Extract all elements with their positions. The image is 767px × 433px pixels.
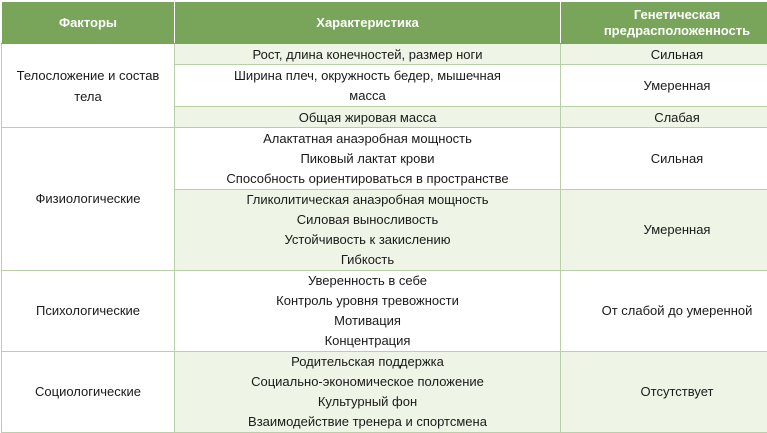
characteristic-line: Социально-экономическое положение xyxy=(251,374,484,389)
characteristic-line: Контроль уровня тревожности xyxy=(276,293,459,308)
genetics-factors-table xyxy=(1,1,767,433)
header-characteristic: Характеристика xyxy=(175,2,561,44)
header-row xyxy=(2,2,767,44)
characteristic-line: Рост, длина конечностей, размер ноги xyxy=(252,46,483,62)
predisposition-cell: Слабая xyxy=(561,107,767,128)
factor-cell: Психологические xyxy=(2,271,175,352)
characteristic-line: Устойчивость к закислению xyxy=(284,232,451,247)
characteristic-cell xyxy=(175,128,561,190)
characteristic-line: масса xyxy=(349,87,386,103)
table-row xyxy=(2,271,767,352)
factor-cell: Телосложение и состав тела xyxy=(2,44,175,128)
characteristic-line: Уверенность в себе xyxy=(307,273,428,288)
factor-cell: Социологические xyxy=(2,352,175,433)
predisposition-cell: Сильная xyxy=(561,128,767,190)
characteristic-line: Гликолитическая анаэробная мощность xyxy=(246,192,489,207)
characteristic-cell xyxy=(175,271,561,352)
characteristic-line: Гибкость xyxy=(340,252,395,267)
header-factors: Факторы xyxy=(2,2,175,44)
characteristic-cell xyxy=(175,352,561,433)
characteristic-line: Культурный фон xyxy=(317,394,418,409)
characteristic-line: Ширина плеч, окружность бедер, мышечная xyxy=(234,67,501,83)
header-genetic-line-1: Генетическая xyxy=(633,6,721,22)
characteristic-cell xyxy=(175,44,561,65)
predisposition-cell: Сильная xyxy=(561,44,767,65)
table-row xyxy=(2,128,767,190)
characteristic-line: Концентрация xyxy=(324,333,411,348)
factor-cell: Физиологические xyxy=(2,128,175,271)
characteristic-line: Пиковый лактат крови xyxy=(300,150,435,166)
table-row xyxy=(2,44,767,65)
characteristic-line: Мотивация xyxy=(334,313,401,328)
characteristic-line: Способность ориентироваться в пространстве xyxy=(226,170,509,186)
characteristic-line: Родительская поддержка xyxy=(291,354,444,369)
characteristic-line: Алактатная анаэробная мощность xyxy=(263,130,472,146)
characteristic-cell xyxy=(175,190,561,271)
predisposition-cell: Умеренная xyxy=(561,190,767,271)
predisposition-cell: Умеренная xyxy=(561,65,767,107)
header-genetic-line-2: предрасположенность xyxy=(603,22,751,38)
characteristic-cell xyxy=(175,65,561,107)
characteristic-line: Общая жировая масса xyxy=(298,109,437,125)
table-row xyxy=(2,352,767,433)
characteristic-cell xyxy=(175,107,561,128)
characteristic-line: Силовая выносливость xyxy=(296,212,439,227)
characteristic-line: Взаимодействие тренера и спортсмена xyxy=(248,414,487,429)
predisposition-cell: От слабой до умеренной xyxy=(561,271,767,352)
header-genetic-predisposition xyxy=(561,2,767,44)
predisposition-cell: Отсутствует xyxy=(561,352,767,433)
